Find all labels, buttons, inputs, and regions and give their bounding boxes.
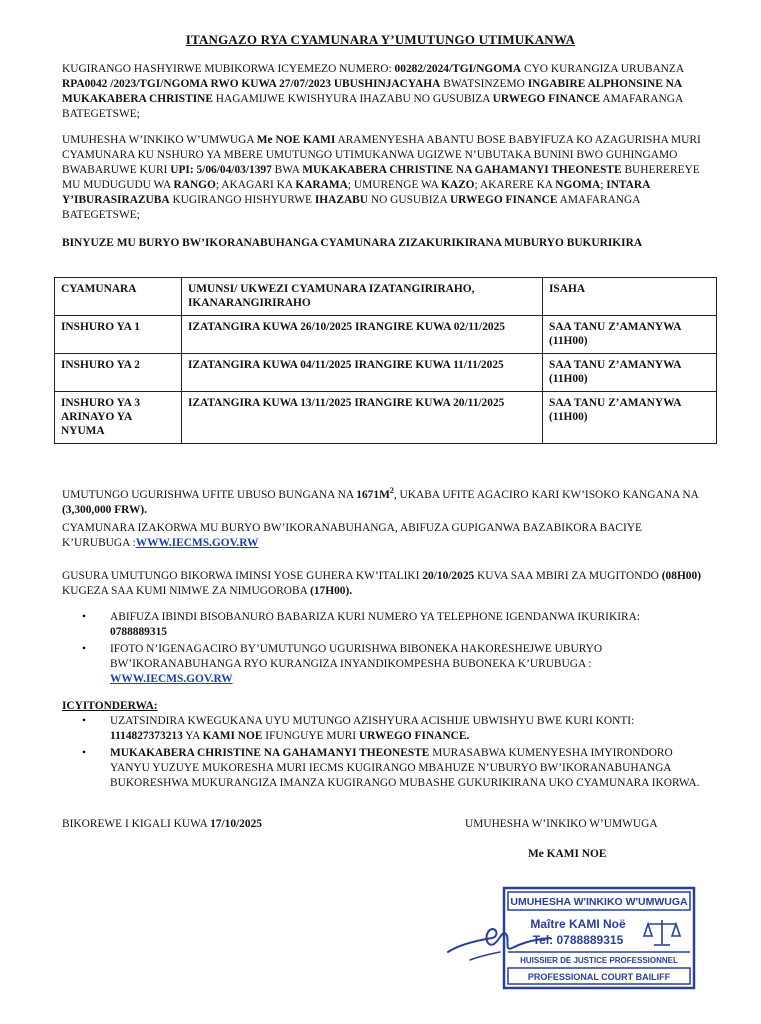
text: UMUTUNGO UGURISHWA UFITE UBUSO BUNGANA NA bbox=[62, 488, 357, 501]
stamp-line: Tel: 0788889315 bbox=[532, 933, 624, 947]
signatory-name: Me KAMI NOE bbox=[528, 848, 607, 860]
bullet-icon: • bbox=[82, 715, 86, 727]
table-header-cell: UMUNSI/ UKWEZI CYAMUNARA IZATANGIRIRAHO, IKANARANGIRIRAHO bbox=[182, 278, 543, 316]
text: , UKABA UFITE AGACIRO KARI KW’ISOKO KANGANA NA bbox=[393, 488, 699, 501]
scales-icon bbox=[644, 920, 680, 945]
text: MUKAKABERA CHRISTINE NA GAHAMANYI THEONESTE MURASABWA KUMENYESHA IMYIRONDORO YANYU YUZUYE MUKORESHA MURI IECMS KUGIRANGO MBAHUZE N’UBURYO BW’IKORANABUHANGA BUKORESHWA MUKURANGIZA IMANZA KUGIRANGO MUBASHE GUKURIKIRANA UKO CYAMUNARA IKORWA. bbox=[110, 747, 700, 789]
place-and-date: BIKOREWE I KIGALI KUWA 17/10/2025 bbox=[62, 818, 262, 830]
signatory-title: UMUHESHA W’INKIKO W’UMWUGA bbox=[465, 818, 658, 830]
paragraph-online-auction-intro: BINYUZE MU BURYO BW’IKORANABUHANGA CYAMUNARA ZIZAKURIKIRANA MUBURYO BUKURIKIRA bbox=[62, 237, 643, 249]
property-value: (3,300,000 FRW). bbox=[62, 503, 148, 516]
bullet-icon: • bbox=[82, 643, 86, 655]
list-item bbox=[82, 714, 707, 744]
bailiff-stamp bbox=[440, 882, 700, 992]
table-cell-time: SAA TANU Z’AMANYWA (11H00) bbox=[543, 316, 717, 354]
info-bullet-list bbox=[82, 610, 692, 689]
table-cell-round: INSHURO YA 1 bbox=[55, 316, 182, 354]
text: UZATSINDIRA KWEGUKANA UYU MUTUNGO AZISHYURA ACISHIJE UBWISHYU BWE KURI KONTI: 1114827373213 YA KAMI NOE IFUNGUYE MURI URWEGO FINANCE. bbox=[110, 715, 635, 742]
paragraph-auction-website bbox=[62, 521, 702, 551]
paragraph-property-visit: GUSURA UMUTUNGO BIKORWA IMINSI YOSE GUHERA KW’ITALIKI 20/10/2025 KUVA SAA MBIRI ZA MUGITONDO (08H00) KUGEZA SAA KUMI NIMWE ZA NIMUGOROBA (17H00). bbox=[62, 570, 701, 597]
table-row bbox=[55, 316, 717, 354]
table-cell-round: INSHURO YA 2 bbox=[55, 354, 182, 392]
text: CYAMUNARA IZAKORWA MU BURYO BW’IKORANABUHANGA, ABIFUZA GUPIGANWA BAZABIKORA BACIYE K’URUBUGA : bbox=[62, 522, 642, 549]
paragraph-court-decision: KUGIRANGO HASHYIRWE MUBIKORWA ICYEMEZO NUMERO: 00282/2024/TGI/NGOMA CYO KURANGIZA URUBANZA RPA0042 /2023/TGI/NGOMA RWO KUWA 27/07/2023 UBUSHINJACYAHA BWATSINZEMO INGABIRE ALPHONSINE NA MUKAKABERA CHRISTINE HAGAMIJWE KWISHYURA IHAZABU NO GUSUBIZA URWEGO FINANCE AMAFARANGA BATEGETSWE; bbox=[62, 63, 684, 120]
list-item bbox=[82, 642, 692, 687]
stamp-line: Maître KAMI Noë bbox=[530, 917, 626, 931]
list-item bbox=[82, 746, 707, 791]
table-cell-dates: IZATANGIRA KUWA 13/11/2025 IRANGIRE KUWA 20/11/2025 bbox=[182, 392, 543, 444]
stamp-line: HUISSIER DE JUSTICE PROFESSIONNEL bbox=[520, 956, 678, 965]
table-cell-time: SAA TANU Z’AMANYWA (11H00) bbox=[543, 392, 717, 444]
bullet-icon: • bbox=[82, 611, 86, 623]
paragraph-property-size-value bbox=[62, 483, 702, 518]
iecms-link[interactable]: WWW.IECMS.GOV.RW bbox=[135, 537, 259, 549]
table-header-row bbox=[55, 278, 717, 316]
phone-number: 0788889315 bbox=[110, 626, 167, 638]
table-header-cell: CYAMUNARA bbox=[55, 278, 182, 316]
property-area: $1671M^2$ bbox=[356, 486, 394, 501]
table-row bbox=[55, 354, 717, 392]
table-cell-dates: IZATANGIRA KUWA 04/11/2025 IRANGIRE KUWA 11/11/2025 bbox=[182, 354, 543, 392]
auction-schedule-table bbox=[54, 277, 717, 444]
bullet-icon: • bbox=[82, 747, 86, 759]
table-header-cell: ISAHA bbox=[543, 278, 717, 316]
table-cell-time: SAA TANU Z’AMANYWA (11H00) bbox=[543, 354, 717, 392]
text: IFOTO N’IGENAGACIRO BY’UMUTUNGO UGURISHWA BIBONEKA HAKORESHEJWE UBURYO BW’IKORANABUHANGA RYO KURANGIZA INYANDIKOMPESHA BUBONEKA K’URUBUGA : bbox=[110, 643, 603, 670]
stamp-line: PROFESSIONAL COURT BAILIFF bbox=[527, 972, 671, 982]
iecms-link[interactable]: WWW.IECMS.GOV.RW bbox=[110, 673, 233, 685]
list-item bbox=[82, 610, 692, 640]
table-row bbox=[55, 392, 717, 444]
table-cell-dates: IZATANGIRA KUWA 26/10/2025 IRANGIRE KUWA 02/11/2025 bbox=[182, 316, 543, 354]
paragraph-bailiff-announcement: UMUHESHA W’INKIKO W’UMWUGA Me NOE KAMI ARAMENYESHA ABANTU BOSE BABYIFUZA KO AZAGURISHA MURI CYAMUNARA KU NSHURO YA MBERE UMUTUNGO UTIMUKANWA UGIZWE N’UBUTAKA BUNINI BWO GUHINGAMO BWABARUWE KURI UPI: 5/06/04/03/1397 BWA MUKAKABERA CHRISTINE NA GAHAMANYI THEONESTE BUHEREREYE MU MUDUGUDU WA RANGO; AKAGARI KA KARAMA; UMURENGE WA KAZO; AKARERE KA NGOMA; INTARA Y’IBURASIRAZUBA KUGIRANGO HISHYURWE IHAZABU NO GUSUBIZA URWEGO FINANCE AMAFARANGA BATEGETSWE; bbox=[62, 134, 701, 221]
table-cell-round: INSHURO YA 3 ARINAYO YA NYUMA bbox=[55, 392, 182, 444]
notice-heading: ICYITONDERWA: bbox=[62, 700, 158, 712]
notice-bullet-list bbox=[82, 714, 707, 793]
text: ABIFUZA IBINDI BISOBANURO BABARIZA KURI NUMERO YA TELEPHONE IGENDANWA IKURIKIRA: bbox=[110, 611, 640, 623]
stamp-line: UMUHESHA W'INKIKO W'UMWUGA bbox=[510, 896, 688, 908]
document-title: ITANGAZO RYA CYAMUNARA Y’UMUTUNGO UTIMUKANWA bbox=[185, 32, 576, 47]
